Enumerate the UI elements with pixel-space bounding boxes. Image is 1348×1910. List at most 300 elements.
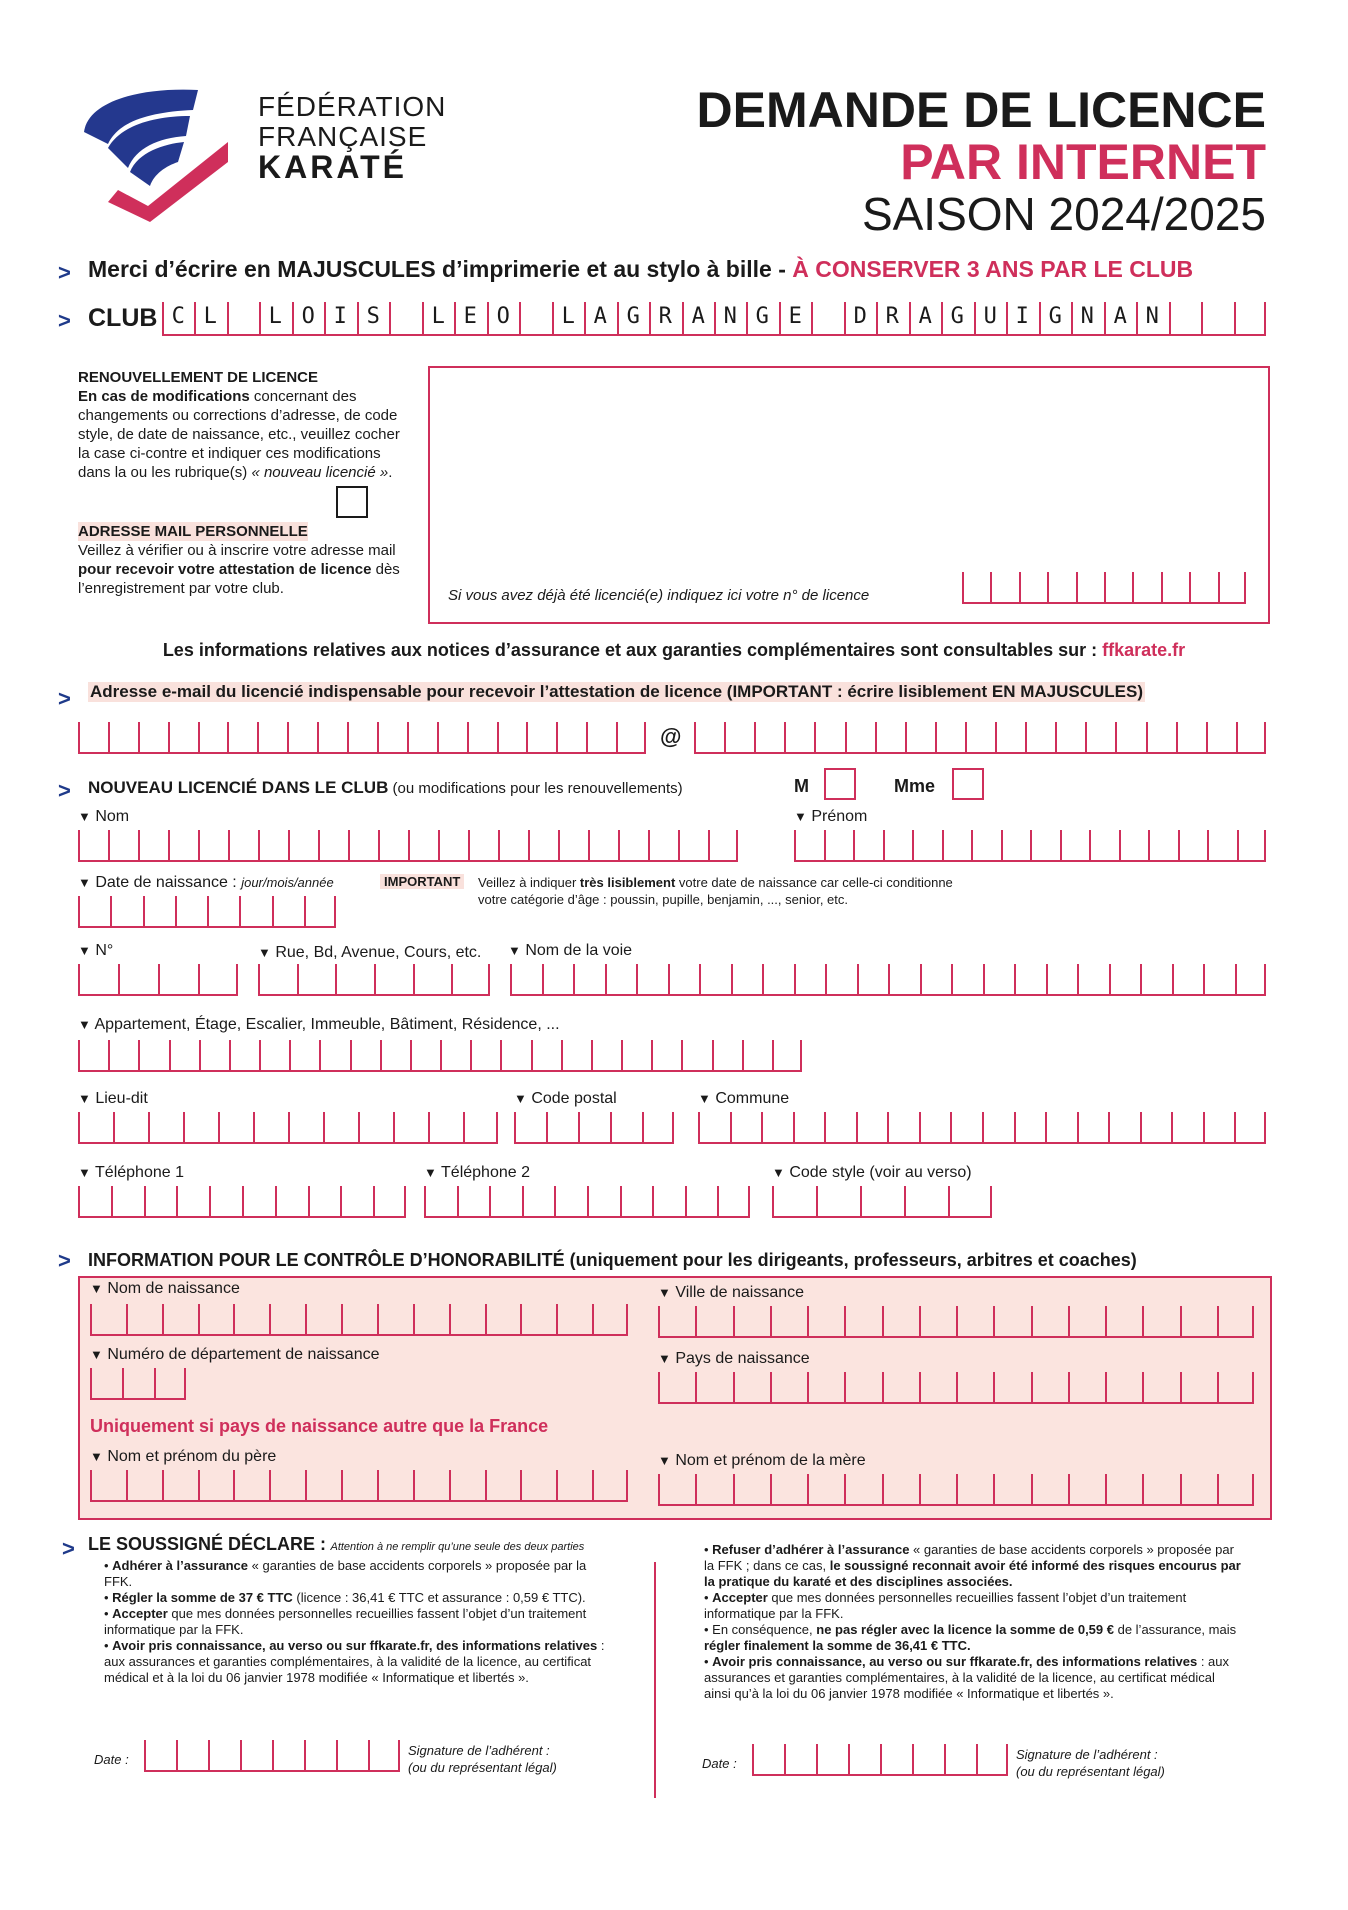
renewal-text: concernant des changements ou corrections d’adresse, de code style, de date de naissance, etc., veuillez cocher la case ci-contre et indiquer ces modifications dans la ou les rubrique(s) — [78, 388, 400, 481]
nom-label: ▼ Nom — [78, 808, 130, 825]
nom-naissance-field[interactable] — [90, 1304, 628, 1336]
char-cell-divider — [438, 830, 440, 860]
left-item: • Adhérer à l’assurance « garanties de base accidents corporels » proposée par la FFK. — [104, 1558, 587, 1589]
char-cell-divider — [198, 830, 200, 860]
char-cell-divider — [971, 830, 973, 860]
char-cell-divider — [605, 964, 607, 994]
char-cell-divider — [468, 830, 470, 860]
char-cell-divider — [1068, 1372, 1070, 1402]
char-cell-divider — [168, 722, 170, 752]
char-cell-divider — [816, 1744, 818, 1774]
char-cell-divider — [618, 830, 620, 860]
char-cell-divider — [470, 1040, 472, 1070]
char-cell-divider — [457, 1186, 459, 1216]
char-cell-divider — [1180, 1306, 1182, 1336]
char-cell-divider — [269, 1304, 271, 1334]
char-cell-divider — [334, 896, 336, 926]
renewal-title: RENOUVELLEMENT DE LICENCE — [78, 369, 319, 386]
char-cell-divider — [485, 1304, 487, 1334]
char-cell-divider — [514, 1112, 516, 1142]
char-cell-divider — [317, 722, 319, 752]
char-cell-divider — [1252, 1306, 1254, 1336]
char-cell-divider — [78, 1112, 80, 1142]
instructions-keep: À CONSERVER 3 ANS PAR LE CLUB — [792, 256, 1194, 282]
signature-right: Signature de l’adhérent : (ou du représentant légal) — [1016, 1747, 1165, 1779]
pere-label: ▼ Nom et prénom du père — [90, 1448, 277, 1465]
char-cell-divider — [824, 830, 826, 860]
char-cell-divider — [784, 722, 786, 752]
arrow-icon: > — [58, 1248, 71, 1273]
char-cell-divider — [269, 1470, 271, 1500]
char-cell-divider — [1171, 1112, 1173, 1142]
only-if-note: Uniquement si pays de naissance autre que la France — [90, 1416, 549, 1436]
club-letter: G — [1048, 304, 1062, 329]
char-cell-divider — [636, 964, 638, 994]
declaration-title: LE SOUSSIGNÉ DÉCLARE : — [88, 1534, 327, 1554]
char-cell-divider — [1077, 964, 1079, 994]
insurance-text: Les informations relatives aux notices d’assurance et aux garanties complémentaires sont consultables sur : — [162, 640, 1103, 660]
char-cell-divider — [162, 1304, 164, 1334]
club-letter: A — [593, 304, 607, 329]
char-cell-divider — [488, 964, 490, 994]
club-letter: G — [626, 304, 640, 329]
char-cell-divider — [882, 1306, 884, 1336]
char-cell-divider — [556, 1470, 558, 1500]
club-letter: N — [1080, 304, 1094, 329]
char-cell-divider — [556, 722, 558, 752]
char-cell-divider — [175, 896, 177, 926]
char-cell-divider — [289, 1040, 291, 1070]
codestyle-field[interactable] — [772, 1186, 992, 1218]
insurance-info — [0, 640, 1348, 661]
insurance-link[interactable]: ffkarate.fr — [1102, 640, 1186, 660]
club-letter: U — [983, 304, 997, 329]
char-cell-divider — [807, 1372, 809, 1402]
club-letter: I — [1015, 304, 1029, 329]
char-cell-divider — [824, 1112, 826, 1142]
mail-info-text1: Veillez à vérifier ou à inscrire votre adresse mail — [78, 542, 396, 559]
char-cell-divider — [209, 1186, 211, 1216]
dob-note: Veillez à indiquer très lisiblement votre date de naissance car celle-ci conditionne votre catégorie d’âge : poussin, pupille, benjamin, ..., senior, etc. — [478, 875, 953, 907]
char-cell-divider — [335, 964, 337, 994]
club-letter: R — [885, 304, 899, 329]
char-cell-divider — [844, 1474, 846, 1504]
char-cell-divider — [233, 1304, 235, 1334]
char-cell-divider — [497, 722, 499, 752]
appart-field[interactable] — [78, 1040, 802, 1072]
club-letter: L — [203, 304, 217, 329]
logo-line-3: KARATÉ — [258, 149, 407, 185]
char-cell-divider — [588, 830, 590, 860]
char-cell-divider — [772, 1186, 774, 1216]
club-letter: E — [463, 304, 477, 329]
char-cell-divider — [681, 1040, 683, 1070]
char-cell-divider — [793, 1112, 795, 1142]
cp-field[interactable] — [514, 1112, 674, 1144]
char-cell-divider — [990, 1186, 992, 1216]
renewal-checkbox[interactable] — [336, 486, 368, 518]
tel2-field[interactable] — [424, 1186, 750, 1218]
gender-m-checkbox[interactable] — [824, 768, 856, 800]
declaration-right — [704, 1542, 1244, 1702]
char-cell-divider — [904, 1186, 906, 1216]
char-cell-divider — [1234, 302, 1236, 334]
cp-label: ▼ Code postal — [514, 1090, 617, 1107]
char-cell-divider — [118, 964, 120, 994]
char-cell-divider — [1146, 722, 1148, 752]
char-cell-divider — [731, 964, 733, 994]
char-cell-divider — [275, 1186, 277, 1216]
title-line-1: DEMANDE DE LICENCE — [696, 82, 1266, 138]
declaration-divider — [654, 1562, 656, 1798]
char-cell-divider — [126, 1304, 128, 1334]
char-cell-divider — [208, 1740, 210, 1770]
char-cell-divider — [111, 1186, 113, 1216]
char-cell-divider — [1105, 1306, 1107, 1336]
char-cell-divider — [626, 1304, 628, 1334]
at-sign: @ — [660, 724, 682, 749]
char-cell-divider — [951, 964, 953, 994]
char-cell-divider — [78, 964, 80, 994]
char-cell-divider — [658, 1474, 660, 1504]
char-cell-divider — [942, 830, 944, 860]
char-cell-divider — [976, 1744, 978, 1774]
char-cell-divider — [1218, 572, 1220, 602]
char-cell-divider — [658, 1372, 660, 1402]
gender-m-label: M — [794, 776, 809, 796]
char-cell-divider — [485, 1470, 487, 1500]
gender-mme-label: Mme — [894, 776, 936, 796]
char-cell-divider — [1060, 830, 1062, 860]
char-cell-divider — [110, 896, 112, 926]
char-cell-divider — [297, 964, 299, 994]
club-letter: C — [171, 304, 185, 329]
char-cell-divider — [993, 1306, 995, 1336]
char-cell-divider — [919, 1372, 921, 1402]
char-cell-divider — [1264, 830, 1266, 860]
char-cell-divider — [78, 1186, 80, 1216]
honor-title: INFORMATION POUR LE CONTRÔLE D’HONORABILITÉ (uniquement pour les dirigeants, professeurs, arbitres et coaches) — [88, 1250, 1137, 1270]
char-cell-divider — [404, 1186, 406, 1216]
char-cell-divider — [995, 722, 997, 752]
char-cell-divider — [377, 1470, 379, 1500]
char-cell-divider — [520, 1470, 522, 1500]
club-letter: R — [658, 304, 672, 329]
char-cell-divider — [652, 1186, 654, 1216]
pere-field[interactable] — [90, 1470, 628, 1502]
char-cell-divider — [610, 1112, 612, 1142]
char-cell-divider — [695, 1372, 697, 1402]
appart-label: ▼ Appartement, Étage, Escalier, Immeuble, Bâtiment, Résidence, ... — [78, 1016, 560, 1033]
prenom-label: ▼ Prénom — [794, 808, 868, 825]
pays-label: ▼ Pays de naissance — [658, 1350, 810, 1367]
char-cell-divider — [138, 830, 140, 860]
char-cell-divider — [1161, 572, 1163, 602]
char-cell-divider — [546, 1112, 548, 1142]
char-cell-divider — [90, 1368, 92, 1398]
date-label-right: Date : — [702, 1756, 737, 1771]
char-cell-divider — [1244, 572, 1246, 602]
club-field[interactable] — [162, 302, 1266, 336]
char-cell-divider — [78, 1040, 80, 1070]
char-cell-divider — [586, 722, 588, 752]
char-cell-divider — [962, 572, 964, 602]
voie-field[interactable] — [510, 964, 1266, 996]
char-cell-divider — [144, 1740, 146, 1770]
char-cell-divider — [1019, 572, 1021, 602]
pays-field[interactable] — [658, 1372, 1254, 1404]
char-cell-divider — [950, 1112, 952, 1142]
date-field-left[interactable] — [144, 1740, 400, 1772]
char-cell-divider — [413, 1470, 415, 1500]
char-cell-divider — [368, 1740, 370, 1770]
char-cell-divider — [919, 1474, 921, 1504]
title-line-3: SAISON 2024/2025 — [861, 188, 1266, 240]
char-cell-divider — [733, 1306, 735, 1336]
char-cell-divider — [253, 1112, 255, 1142]
char-cell-divider — [242, 1186, 244, 1216]
char-cell-divider — [1264, 964, 1266, 994]
left-item: • Accepter que mes données personnelles recueillies fassent l’objet d’un traitement informatique par la FFK. — [104, 1606, 587, 1637]
nom-naissance-label: ▼ Nom de naissance — [90, 1280, 240, 1297]
char-cell-divider — [1217, 1474, 1219, 1504]
char-cell-divider — [621, 1040, 623, 1070]
char-cell-divider — [78, 830, 80, 860]
dept-label: ▼ Numéro de département de naissance — [90, 1346, 380, 1363]
page-title — [697, 84, 1266, 240]
char-cell-divider — [318, 830, 320, 860]
char-cell-divider — [122, 1368, 124, 1398]
char-cell-divider — [626, 1470, 628, 1500]
char-cell-divider — [807, 1474, 809, 1504]
voie-label: ▼ Nom de la voie — [508, 942, 633, 959]
char-cell-divider — [489, 1186, 491, 1216]
char-cell-divider — [126, 1470, 128, 1500]
date-field-right[interactable] — [752, 1744, 1008, 1776]
codestyle-label: ▼ Code style (voir au verso) — [772, 1164, 972, 1181]
char-cell-divider — [587, 1186, 589, 1216]
char-cell-divider — [227, 302, 229, 334]
char-cell-divider — [1252, 1372, 1254, 1402]
char-cell-divider — [845, 722, 847, 752]
char-cell-divider — [199, 1040, 201, 1070]
logo-text — [258, 91, 447, 185]
char-cell-divider — [698, 1112, 700, 1142]
char-cell-divider — [761, 1112, 763, 1142]
char-cell-divider — [668, 964, 670, 994]
char-cell-divider — [857, 964, 859, 994]
char-cell-divider — [770, 1306, 772, 1336]
char-cell-divider — [198, 1304, 200, 1334]
char-cell-divider — [407, 722, 409, 752]
char-cell-divider — [880, 1744, 882, 1774]
char-cell-divider — [228, 830, 230, 860]
dob-label: ▼ Date de naissance : jour/mois/année — [78, 874, 334, 891]
ville-naissance-field[interactable] — [658, 1306, 1254, 1338]
char-cell-divider — [413, 1304, 415, 1334]
num-field[interactable] — [78, 964, 238, 996]
char-cell-divider — [526, 722, 528, 752]
char-cell-divider — [708, 830, 710, 860]
char-cell-divider — [78, 896, 80, 926]
char-cell-divider — [522, 1186, 524, 1216]
commune-field[interactable] — [698, 1112, 1266, 1144]
mere-label: ▼ Nom et prénom de la mère — [658, 1452, 866, 1469]
club-letter: G — [755, 304, 769, 329]
char-cell-divider — [236, 964, 238, 994]
char-cell-divider — [648, 830, 650, 860]
email-local-field[interactable] — [78, 722, 646, 754]
char-cell-divider — [1031, 1474, 1033, 1504]
char-cell-divider — [500, 1040, 502, 1070]
nom-field[interactable] — [78, 830, 738, 862]
declaration-heading — [88, 1534, 584, 1555]
char-cell-divider — [259, 1040, 261, 1070]
char-cell-divider — [144, 1186, 146, 1216]
char-cell-divider — [207, 896, 209, 926]
karate-logo-icon — [78, 82, 228, 222]
char-cell-divider — [752, 1744, 754, 1774]
rue-field[interactable] — [258, 964, 490, 996]
char-cell-divider — [143, 896, 145, 926]
char-cell-divider — [373, 1186, 375, 1216]
char-cell-divider — [807, 1306, 809, 1336]
char-cell-divider — [814, 722, 816, 752]
gender-mme-checkbox[interactable] — [952, 768, 984, 800]
char-cell-divider — [1109, 964, 1111, 994]
dob-field[interactable] — [78, 896, 336, 928]
char-cell-divider — [554, 1186, 556, 1216]
club-label: CLUB — [88, 304, 158, 332]
char-cell-divider — [591, 1040, 593, 1070]
mail-info-text2: dès l’enregistrement par votre club. — [78, 561, 400, 597]
char-cell-divider — [678, 830, 680, 860]
char-cell-divider — [108, 830, 110, 860]
char-cell-divider — [1132, 572, 1134, 602]
previous-licence-field[interactable] — [962, 572, 1246, 604]
char-cell-divider — [227, 722, 229, 752]
char-cell-divider — [733, 1474, 735, 1504]
right-item: • Accepter que mes données personnelles recueillies fassent l’objet d’un traitement informatique par la FFK. — [704, 1590, 1187, 1621]
char-cell-divider — [956, 1474, 958, 1504]
char-cell-divider — [449, 1470, 451, 1500]
char-cell-divider — [257, 722, 259, 752]
right-item: • Refuser d’adhérer à l’assurance « garanties de base accidents corporels » proposée par la FFK ; dans ce cas, le soussigné reconnait avoir été informé des risques encourus par la pratique du karaté et des disciplines associées. — [704, 1542, 1241, 1589]
char-cell-divider — [912, 1744, 914, 1774]
char-cell-divider — [982, 1112, 984, 1142]
char-cell-divider — [184, 1368, 186, 1398]
char-cell-divider — [437, 722, 439, 752]
char-cell-divider — [113, 1112, 115, 1142]
char-cell-divider — [935, 722, 937, 752]
right-item: • Avoir pris connaissance, au verso ou sur ffkarate.fr, des informations relatives : aux assurances et garanties complémentaires, à la validité de la licence, au certificat médical ainsi qu’à la loi du 06 janvier 1978 modifiée « Informatique et libertés ». — [704, 1654, 1229, 1701]
char-cell-divider — [467, 722, 469, 752]
char-cell-divider — [1142, 1306, 1144, 1336]
char-cell-divider — [451, 964, 453, 994]
char-cell-divider — [340, 1186, 342, 1216]
char-cell-divider — [350, 1040, 352, 1070]
char-cell-divider — [1045, 1112, 1047, 1142]
char-cell-divider — [378, 830, 380, 860]
char-cell-divider — [542, 964, 544, 994]
char-cell-divider — [990, 572, 992, 602]
char-cell-divider — [305, 1470, 307, 1500]
char-cell-divider — [319, 1040, 321, 1070]
email-domain-field[interactable] — [694, 722, 1266, 754]
char-cell-divider — [717, 1186, 719, 1216]
char-cell-divider — [148, 1112, 150, 1142]
char-cell-divider — [308, 1186, 310, 1216]
char-cell-divider — [856, 1112, 858, 1142]
arrow-icon: > — [58, 778, 71, 803]
lieudit-field[interactable] — [78, 1112, 498, 1144]
char-cell-divider — [1142, 1372, 1144, 1402]
char-cell-divider — [336, 1740, 338, 1770]
club-letter: L — [561, 304, 575, 329]
new-member-title: NOUVEAU LICENCIÉ DANS LE CLUB — [88, 778, 389, 797]
char-cell-divider — [658, 1306, 660, 1336]
char-cell-divider — [742, 1040, 744, 1070]
char-cell-divider — [258, 964, 260, 994]
char-cell-divider — [162, 1470, 164, 1500]
char-cell-divider — [1047, 572, 1049, 602]
char-cell-divider — [138, 722, 140, 752]
char-cell-divider — [695, 1306, 697, 1336]
char-cell-divider — [733, 1372, 735, 1402]
arrow-icon: > — [58, 686, 71, 711]
tel1-field[interactable] — [78, 1186, 406, 1218]
char-cell-divider — [919, 1306, 921, 1336]
char-cell-divider — [1031, 1372, 1033, 1402]
char-cell-divider — [573, 964, 575, 994]
char-cell-divider — [233, 1470, 235, 1500]
char-cell-divider — [642, 1112, 644, 1142]
char-cell-divider — [108, 1040, 110, 1070]
char-cell-divider — [672, 1112, 674, 1142]
char-cell-divider — [1237, 830, 1239, 860]
prenom-field[interactable] — [794, 830, 1266, 862]
title-line-2: PAR INTERNET — [900, 134, 1266, 190]
mere-field[interactable] — [658, 1474, 1254, 1506]
club-letter: L — [268, 304, 282, 329]
tel1-label: ▼ Téléphone 1 — [78, 1164, 184, 1181]
char-cell-divider — [323, 1112, 325, 1142]
dept-field[interactable] — [90, 1368, 186, 1400]
previous-licence-label: Si vous avez déjà été licencié(e) indiquez ici votre n° de licence — [448, 587, 870, 604]
char-cell-divider — [1201, 302, 1203, 334]
char-cell-divider — [1235, 964, 1237, 994]
char-cell-divider — [1178, 830, 1180, 860]
char-cell-divider — [287, 722, 289, 752]
char-cell-divider — [1217, 1306, 1219, 1336]
club-letter: I — [333, 304, 347, 329]
arrow-icon: > — [58, 308, 71, 333]
char-cell-divider — [1006, 1744, 1008, 1774]
char-cell-divider — [1180, 1372, 1182, 1402]
char-cell-divider — [347, 722, 349, 752]
char-cell-divider — [561, 1040, 563, 1070]
char-cell-divider — [377, 1304, 379, 1334]
char-cell-divider — [288, 1112, 290, 1142]
char-cell-divider — [358, 1112, 360, 1142]
char-cell-divider — [848, 1744, 850, 1774]
char-cell-divider — [169, 1040, 171, 1070]
char-cell-divider — [440, 1040, 442, 1070]
char-cell-divider — [1140, 1112, 1142, 1142]
char-cell-divider — [304, 1740, 306, 1770]
club-letter: N — [723, 304, 737, 329]
char-cell-divider — [770, 1372, 772, 1402]
